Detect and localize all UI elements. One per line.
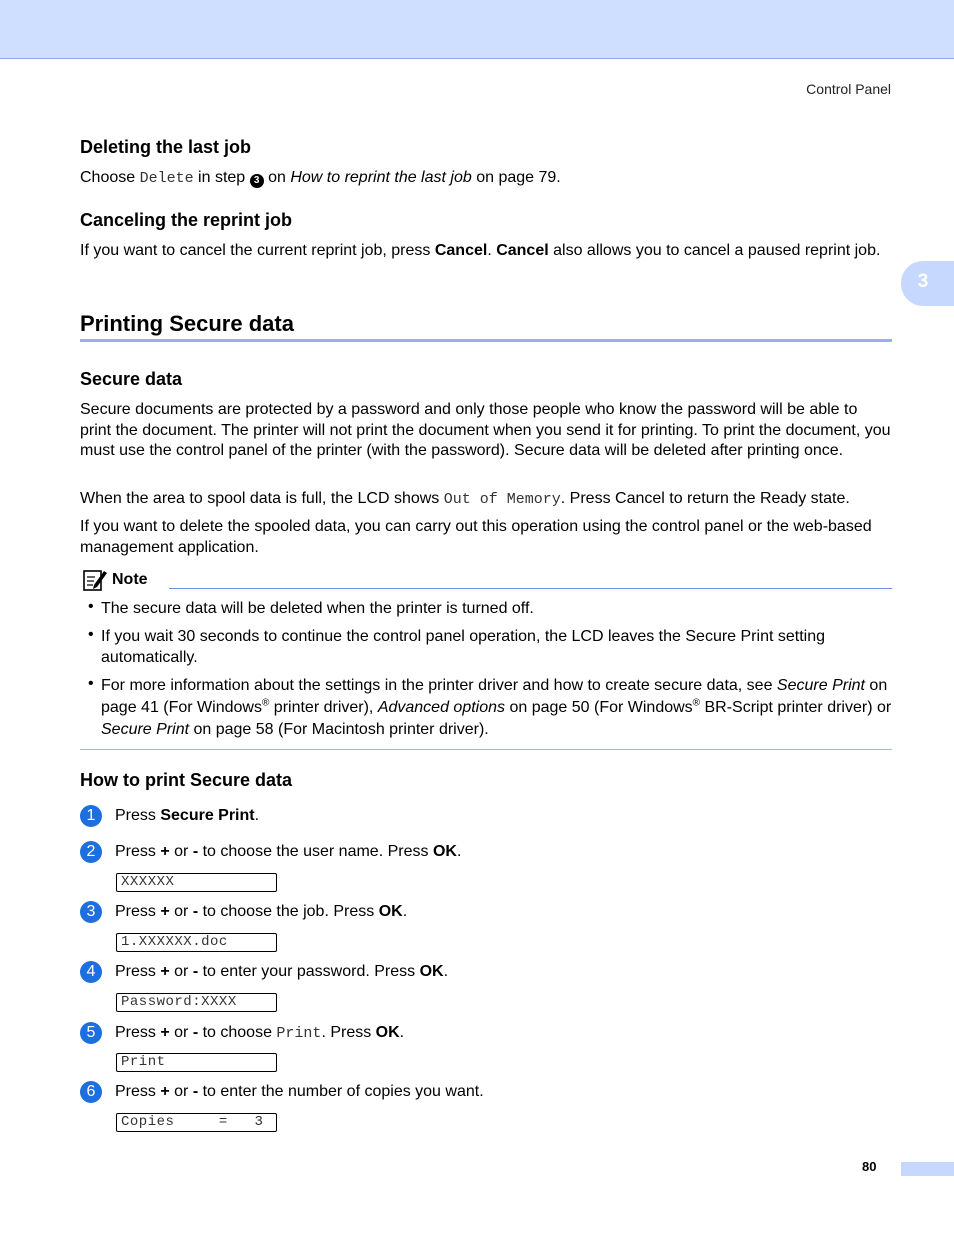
lcd-display: XXXXXX	[116, 873, 277, 892]
link-secure-print-windows[interactable]: Secure Print	[776, 677, 865, 694]
text: .	[456, 843, 462, 860]
text: on page 58 (For Macintosh printer driver).	[189, 721, 489, 738]
cancel-key: Cancel	[496, 242, 549, 259]
minus-key: -	[192, 1083, 199, 1100]
ok-key: OK	[375, 1024, 400, 1041]
heading-how-to-print: How to print Secure data	[80, 770, 293, 790]
minus-key: -	[192, 843, 199, 860]
chapter-number: 3	[917, 271, 929, 292]
plus-key: +	[160, 903, 170, 920]
code-delete: Delete	[139, 170, 194, 187]
paragraph-deleting	[80, 168, 892, 190]
text: For more information about the settings in the printer driver and how to create secure data, see	[101, 677, 777, 694]
minus-key: -	[192, 963, 199, 980]
text: . Press	[321, 1024, 376, 1041]
step-text	[115, 843, 461, 861]
heading-secure-data: Secure data	[80, 369, 183, 389]
step-text	[115, 807, 259, 825]
note-item-text	[101, 675, 892, 741]
step-text	[115, 1024, 404, 1042]
cancel-key: Cancel	[434, 242, 488, 259]
ok-key: OK	[432, 843, 457, 860]
step-text	[115, 963, 448, 981]
step-4	[80, 961, 892, 985]
text: Press	[115, 1083, 161, 1100]
text: or	[169, 1024, 193, 1041]
step-3	[80, 901, 892, 925]
text: . Press Cancel to return the Ready state.	[560, 490, 850, 507]
text: Choose	[80, 169, 140, 186]
minus-key: -	[192, 1024, 199, 1041]
bullet-icon: •	[88, 598, 94, 615]
step-number-icon: 4	[80, 961, 102, 983]
lcd-display: Copies = 3	[116, 1113, 277, 1132]
plus-key: +	[160, 1024, 170, 1041]
link-advanced-options[interactable]: Advanced options	[377, 699, 506, 716]
link-secure-print-mac[interactable]: Secure Print	[101, 721, 190, 738]
step-number-icon: 5	[80, 1022, 102, 1044]
note-label: Note	[112, 571, 148, 588]
code-out-of-memory: Out of Memory	[443, 491, 561, 508]
text: on	[263, 169, 291, 186]
secure-print-key: Secure Print	[160, 807, 255, 824]
text: also allows you to cancel a paused reprint job.	[548, 242, 881, 259]
step-2	[80, 841, 892, 865]
chapter-tab	[901, 261, 954, 306]
lcd-display: Password:XXXX	[116, 993, 277, 1012]
section-title: Printing Secure data	[80, 311, 294, 336]
paragraph-secure-3: If you want to delete the spooled data, you can carry out this operation using the control panel or the web-based management application.	[80, 518, 872, 556]
text: in step	[193, 169, 250, 186]
text: to enter the number of copies you want.	[198, 1083, 484, 1100]
step-number-icon: 2	[80, 841, 102, 863]
note-rule	[169, 588, 892, 589]
text: or	[169, 903, 193, 920]
text: If you want to cancel the current reprint job, press	[80, 242, 435, 259]
text: .	[443, 963, 449, 980]
ok-key: OK	[378, 903, 403, 920]
text: to choose the user name. Press	[198, 843, 433, 860]
page-number: 80	[862, 1159, 877, 1174]
step-number-icon: 3	[80, 901, 102, 923]
paragraph-secure-1: Secure documents are protected by a password and only those people who know the password will be able to print the document. The printer will not print the document when you send it for printing. To print the document, you must use the control panel of the printer (with the password). Secure data will be deleted after printing once.	[80, 401, 891, 459]
text: to choose	[198, 1024, 277, 1041]
text: Press	[115, 843, 161, 860]
step-5	[80, 1022, 892, 1046]
step-6	[80, 1081, 892, 1105]
running-title: Control Panel	[806, 81, 891, 97]
heading-deleting-last-job: Deleting the last job	[80, 137, 252, 157]
text: Press	[115, 1024, 161, 1041]
minus-key: -	[192, 903, 199, 920]
link-reprint-last-job[interactable]: How to reprint the last job	[290, 169, 472, 186]
text: or	[169, 843, 193, 860]
plus-key: +	[160, 843, 170, 860]
paragraph-secure-2	[80, 489, 892, 511]
text: or	[169, 963, 193, 980]
note-item-text: The secure data will be deleted when the printer is turned off.	[101, 600, 534, 617]
text: BR-Script printer driver) or	[700, 699, 892, 716]
text: .	[399, 1024, 405, 1041]
text: on page 79.	[471, 169, 561, 186]
text: .	[487, 242, 497, 259]
note-end-rule	[80, 749, 892, 750]
text: printer driver),	[269, 699, 378, 716]
text: or	[169, 1083, 193, 1100]
bullet-icon: •	[88, 675, 94, 692]
step-ref-icon: 3	[250, 174, 264, 188]
text: on page 50 (For Windows	[505, 699, 693, 716]
registered-mark: ®	[692, 697, 701, 709]
text: on page 41 (For Windows	[101, 677, 888, 716]
step-text	[115, 903, 407, 921]
text: .	[402, 903, 408, 920]
header-band	[0, 0, 954, 59]
plus-key: +	[160, 1083, 170, 1100]
note-pencil-icon	[82, 568, 108, 592]
step-1	[80, 805, 892, 829]
ok-key: OK	[419, 963, 444, 980]
text: When the area to spool data is full, the LCD shows	[80, 490, 444, 507]
plus-key: +	[160, 963, 170, 980]
step-text	[115, 1083, 484, 1101]
step-number-icon: 6	[80, 1081, 102, 1103]
paragraph-canceling	[80, 241, 892, 262]
note-item-text: If you wait 30 seconds to continue the control panel operation, the LCD leaves the Secure Print setting automatically.	[101, 628, 825, 666]
heading-canceling-reprint-job: Canceling the reprint job	[80, 210, 293, 230]
text: Press	[115, 903, 161, 920]
text: Press	[115, 807, 161, 824]
note-header	[82, 568, 148, 592]
footer-bar	[901, 1162, 954, 1176]
lcd-display: 1.XXXXXX.doc	[116, 933, 277, 952]
bullet-icon: •	[88, 626, 94, 643]
code-print: Print	[276, 1025, 322, 1042]
registered-mark: ®	[261, 697, 270, 709]
text: to choose the job. Press	[198, 903, 379, 920]
lcd-display: Print	[116, 1053, 277, 1072]
text: .	[254, 807, 260, 824]
section-rule	[80, 339, 892, 342]
step-number-icon: 1	[80, 805, 102, 827]
text: to enter your password. Press	[198, 963, 420, 980]
text: Press	[115, 963, 161, 980]
